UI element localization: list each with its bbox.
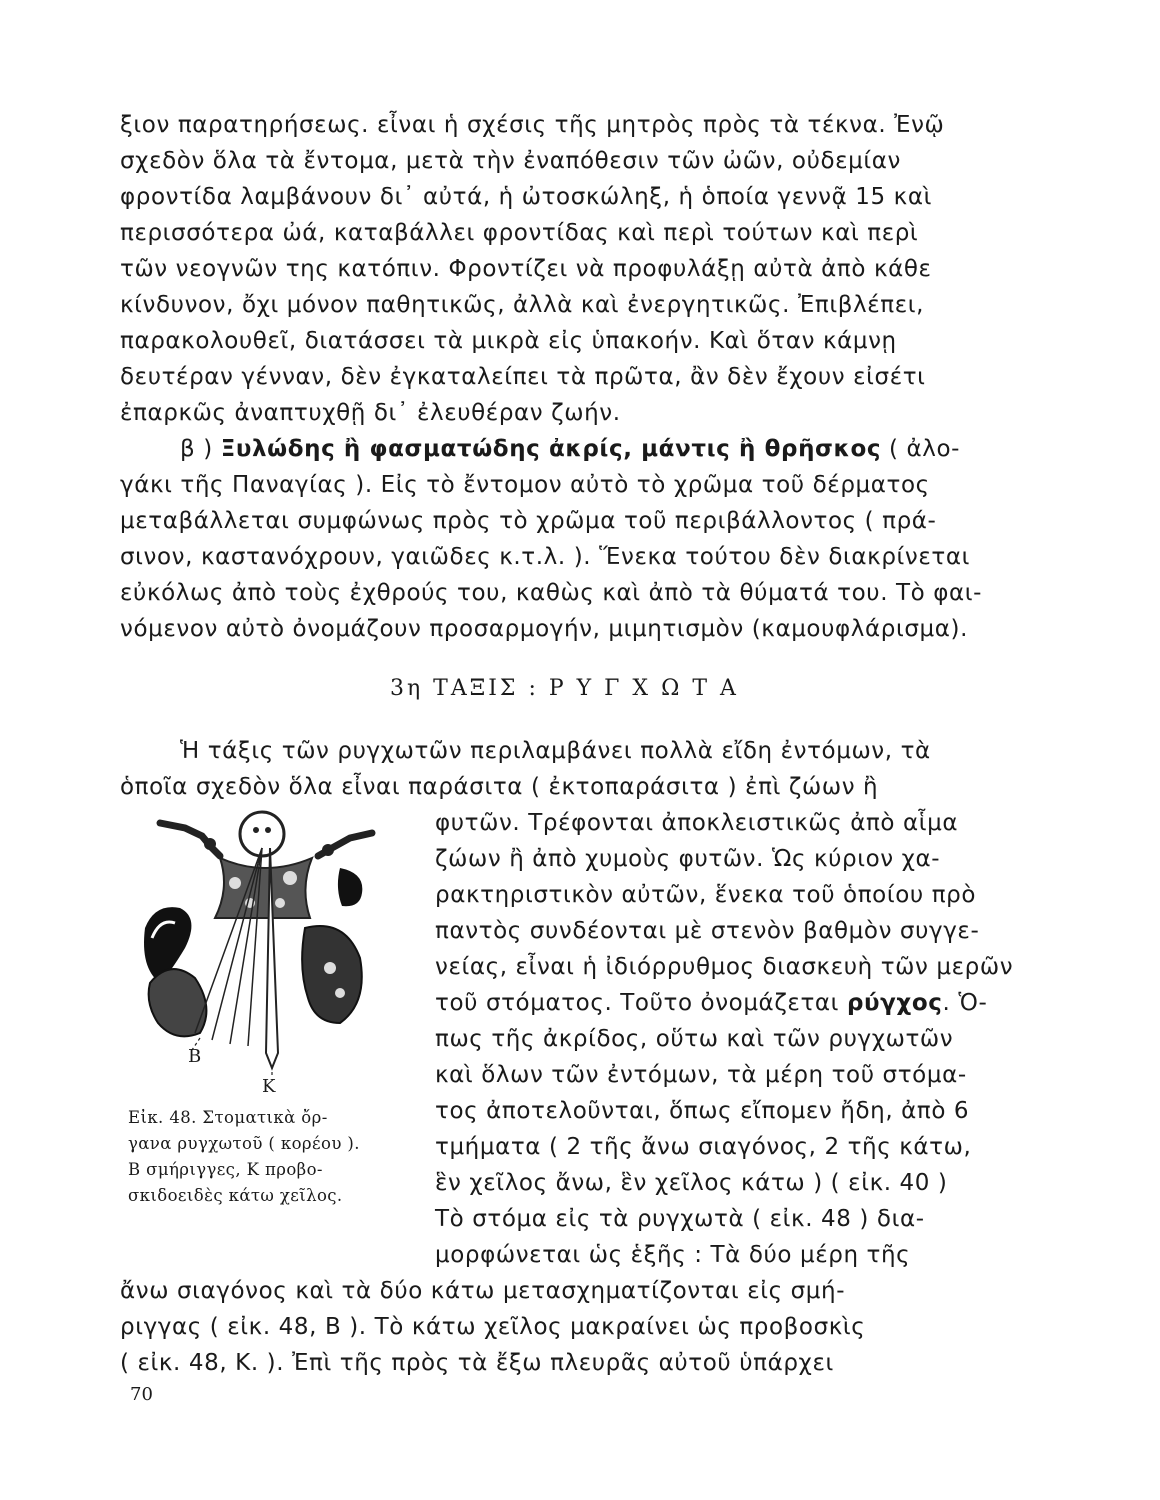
text-line: τος ἀποτελοῦνται, ὅπως εἴπομεν ἤδη, ἀπὸ 6 (435, 1098, 970, 1124)
item-marker: β ) (180, 436, 221, 462)
text-line: εὐκόλως ἀπὸ τοὺς ἐχθρούς του, καθὼς καὶ ἀπὸ τὰ θύματά του. Τὸ φαι- (120, 580, 983, 606)
text-line: νόμενον αὐτὸ ὀνομάζουν προσαρμογήν, μιμητισμὸν (καμουφλάρισμα). (120, 616, 968, 642)
text-line: ἄνω σιαγόνος καὶ τὰ δύο κάτω μετασχηματίζονται εἰς σμή- (120, 1278, 846, 1304)
text-line: Τὸ στόμα εἰς τὰ ρυγχωτὰ ( εἰκ. 48 ) δια- (435, 1206, 925, 1232)
mantis-species-names: Ξυλώδης ἢ φασματώδης ἀκρίς, μάντις ἢ θρῆσκος (220, 436, 882, 462)
bug-mouthparts-illustration (140, 808, 390, 1088)
text-line: ξιον παρατηρήσεως. εἶναι ἡ σχέσις τῆς μητρὸς πρὸς τὰ τέκνα. Ἐνῷ (120, 112, 945, 138)
right-lobe (302, 926, 362, 1023)
text-line: ἓν χεῖλος ἄνω, ἓν χεῖλος κάτω ) ( εἰκ. 40 ) (435, 1170, 948, 1196)
term-rynchos: ρύγχος (846, 990, 943, 1016)
page-number: 70 (130, 1384, 153, 1405)
text-line: ριγγας ( εἰκ. 48, Β ). Τὸ κάτω χεῖλος μακραίνει ὡς προβοσκὶς (120, 1314, 866, 1340)
text-line: ρακτηριστικὸν αὐτῶν, ἕνεκα τοῦ ὁποίου πρὸ (435, 882, 977, 908)
text-line: νείας, εἶναι ἡ ἰδιόρρυθμος διασκευὴ τῶν μερῶν (435, 954, 1014, 980)
text-line: ( εἰκ. 48, Κ. ). Ἐπὶ τῆς πρὸς τὰ ἔξω πλευρᾶς αὐτοῦ ὑπάρχει (120, 1350, 834, 1376)
text-line: δευτέραν γένναν, δὲν ἐγκαταλείπει τὰ πρῶτα, ἂν δὲν ἔχουν εἰσέτι (120, 364, 926, 390)
text-line: τμήματα ( 2 τῆς ἄνω σιαγόνος, 2 τῆς κάτω, (435, 1134, 972, 1160)
text-fragment: τοῦ στόματος. Τοῦτο ὀνομάζεται (435, 990, 847, 1016)
figure-label-b: B (188, 1046, 202, 1067)
figure-caption-line: γανα ρυγχωτοῦ ( κορέου ). (128, 1134, 360, 1153)
text-line: παρακολουθεῖ, διατάσσει τὰ μικρὰ εἰς ὑπακοήν. Καὶ ὅταν κάμνῃ (120, 328, 897, 354)
text-line: φροντίδα λαμβάνουν δι᾽ αὐτά, ἡ ὠτοσκώληξ, ἡ ὁποία γεννᾷ 15 καὶ (120, 184, 932, 210)
thorax (215, 858, 312, 918)
text-line: περισσότερα ὠά, καταβάλλει φροντίδας καὶ περὶ τούτων καὶ περὶ (120, 220, 919, 246)
section-heading: 3η ΤΑΞΙΣ : Ρ Υ Γ Χ Ω Τ Α (390, 676, 739, 701)
text-line: καὶ ὅλων τῶν ἐντόμων, τὰ μέρη τοῦ στόμα- (435, 1062, 967, 1088)
text-line: ὁποῖα σχεδὸν ὅλα εἶναι παράσιτα ( ἐκτοπαράσιτα ) ἐπὶ ζώων ἢ (120, 774, 879, 800)
text-fragment: ( ἀλο- (881, 436, 961, 462)
mantis-paragraph-first-line (180, 434, 960, 464)
figure-caption-line: Εἰκ. 48. Στοματικὰ ὄρ- (128, 1108, 328, 1127)
text-line: φυτῶν. Τρέφονται ἀποκλειστικῶς ἀπὸ αἷμα (435, 810, 959, 836)
text-line: γάκι τῆς Παναγίας ). Εἰς τὸ ἔντομον αὐτὸ τὸ χρῶμα τοῦ δέρματος (120, 472, 930, 498)
text-line: μεταβάλλεται συμφώνως πρὸς τὸ χρῶμα τοῦ περιβάλλοντος ( πρά- (120, 508, 937, 534)
text-line: ἐπαρκῶς ἀναπτυχθῇ δι᾽ ἐλευθέραν ζωήν. (120, 400, 621, 426)
text-line: τῶν νεογνῶν της κατόπιν. Φροντίζει νὰ προφυλάξῃ αὐτὰ ἀπὸ κάθε (120, 256, 932, 282)
text-line: παντὸς συνδέονται μὲ στενὸν βαθμὸν συγγε- (435, 918, 980, 944)
figure-caption-line: Β σμήριγγες, Κ προβο- (128, 1160, 323, 1179)
text-line: κίνδυνον, ὄχι μόνον παθητικῶς, ἀλλὰ καὶ ἐνεργητικῶς. Ἐπιβλέπει, (120, 292, 925, 318)
text-line: σινον, καστανόχρουν, γαιῶδες κ.τ.λ. ). Ἕνεκα τούτου δὲν διακρίνεται (120, 544, 970, 570)
figure-label-k: K (262, 1076, 276, 1097)
text-line: μορφώνεται ὡς ἑξῆς : Τὰ δύο μέρη τῆς (435, 1242, 911, 1268)
text-line: πως τῆς ἀκρίδος, οὕτω καὶ τῶν ρυγχωτῶν (435, 1026, 954, 1052)
text-line-with-term (435, 988, 987, 1018)
right-maxilla-lobe (338, 868, 362, 906)
text-line: Ἡ τάξις τῶν ρυγχωτῶν περιλαμβάνει πολλὰ εἴδη ἐντόμων, τὰ (180, 738, 931, 764)
figure-caption-line: σκιδοειδὲς κάτω χεῖλος. (128, 1186, 343, 1205)
text-fragment: . Ὁ- (942, 990, 988, 1016)
text-line: ζώων ἢ ἀπὸ χυμοὺς φυτῶν. Ὡς κύριον χα- (435, 846, 941, 872)
text-line: σχεδὸν ὅλα τὰ ἔντομα, μετὰ τὴν ἐναπόθεσιν τῶν ὠῶν, οὐδεμίαν (120, 148, 902, 174)
